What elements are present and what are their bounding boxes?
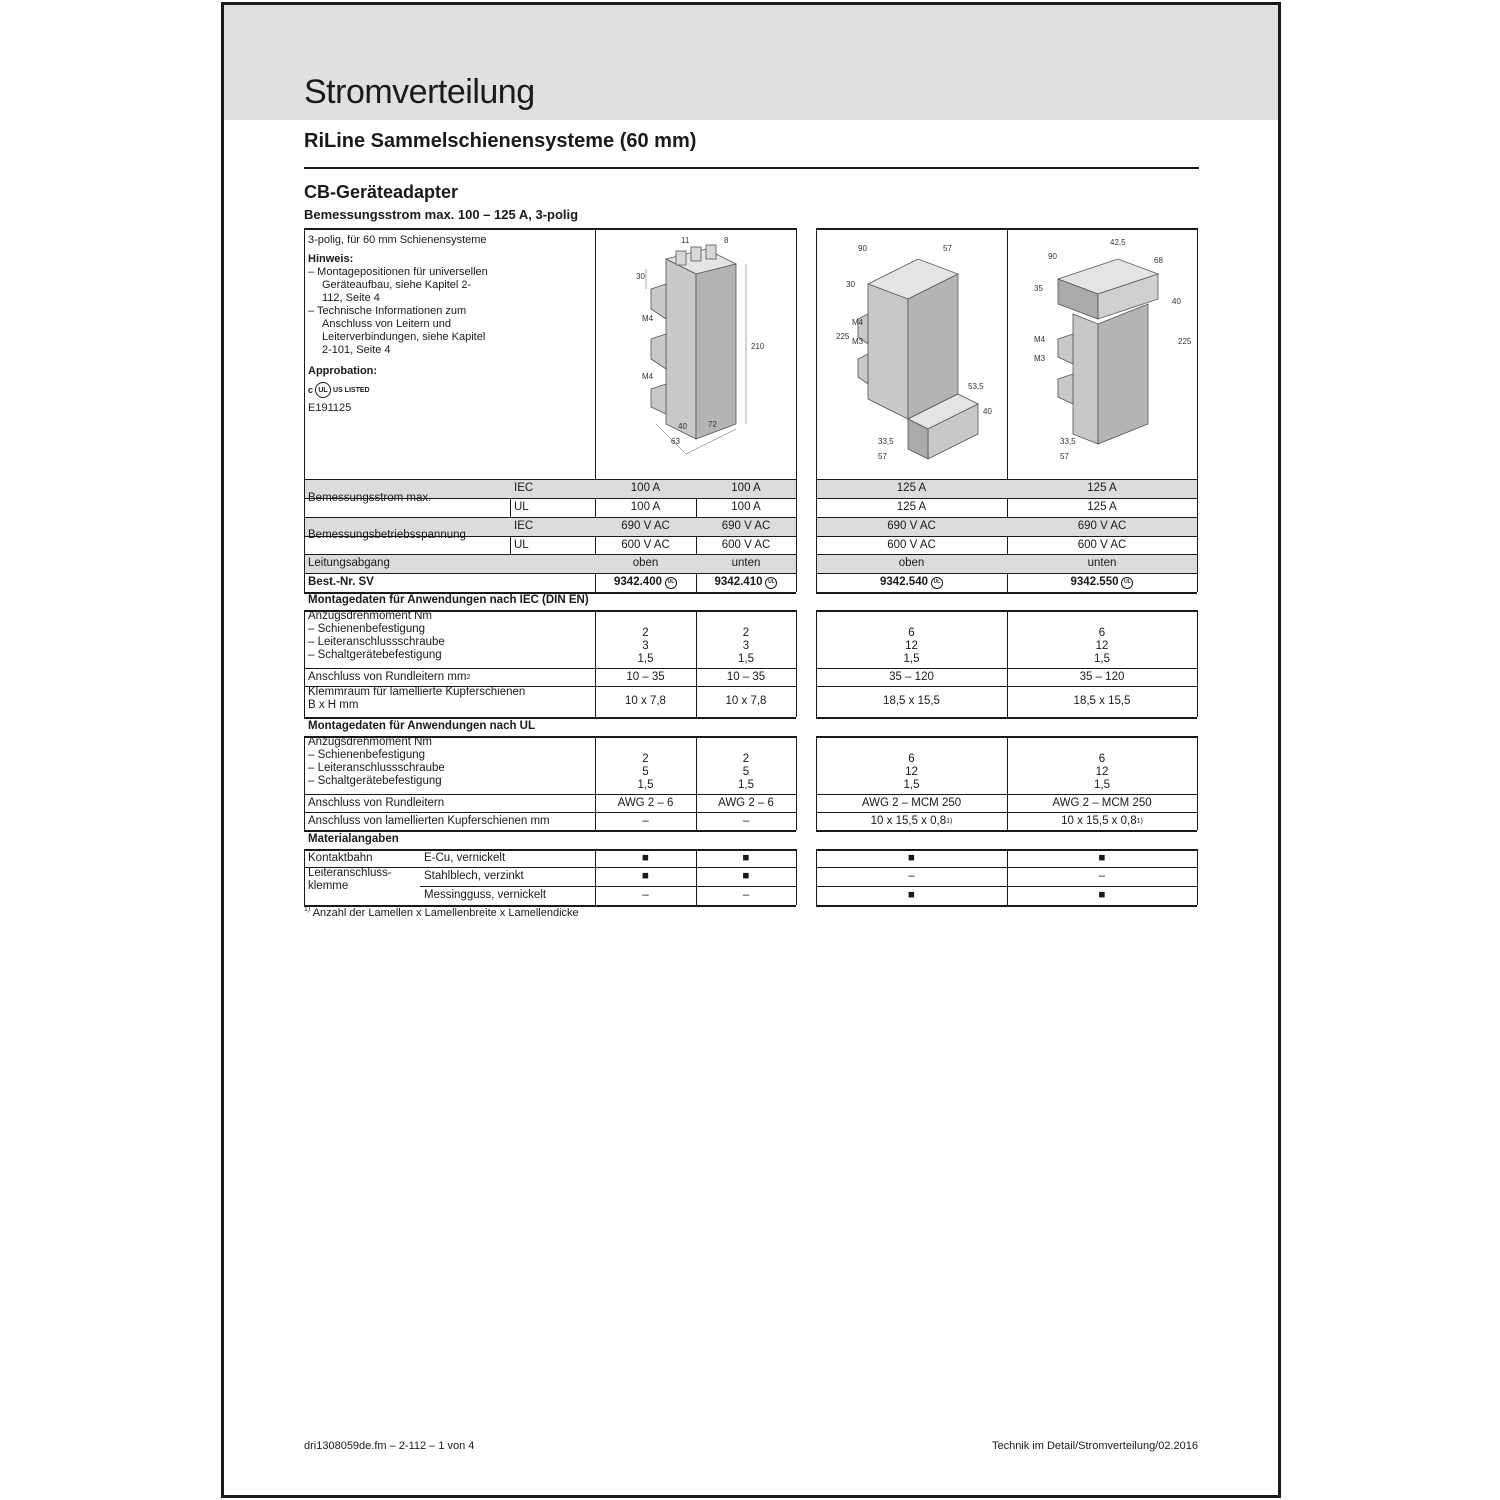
rund-label-text: Anschluss von Rundleitern mm	[308, 670, 467, 683]
table-rule	[796, 849, 797, 905]
thread-label: M4	[1034, 335, 1046, 344]
hinweis-item: – Technische Informationen zum Anschluss von Leitern und Leiterverbindungen, siehe Kapitel 2-101, Seite 4	[308, 305, 486, 356]
article-number	[1007, 573, 1197, 592]
drawing-adapter-100a	[596, 229, 794, 479]
ul-label: UL	[514, 538, 529, 551]
header-rule	[304, 167, 1199, 169]
ul-listed-text: US LISTED	[333, 386, 370, 394]
rating-value: 125 A	[896, 482, 927, 494]
rating-value: 600 V AC	[621, 538, 670, 551]
torque-value: 1,5	[738, 778, 754, 791]
klemme-label-line: klemme	[308, 880, 349, 892]
article-number-text: 9342.540	[880, 576, 928, 588]
rating-value: 600 V AC	[1077, 538, 1127, 551]
ul-file-number: E191125	[308, 402, 352, 414]
drawing-adapter-125a-oben	[818, 229, 1004, 479]
ul-label: UL	[514, 501, 529, 513]
table-rule	[816, 717, 1197, 719]
dim-label: 210	[751, 342, 765, 351]
klemm-value: 18,5 x 15,5	[883, 695, 940, 707]
klemme-label-block	[304, 867, 420, 905]
table-rule	[796, 228, 797, 592]
footer-right: Technik im Detail/Stromverteilung/02.2016	[991, 1440, 1198, 1452]
torque-label-line: – Schienenbefestigung	[308, 623, 426, 635]
lam-value-text: 10 x 15,5 x 0,8	[870, 814, 947, 827]
article-number	[816, 573, 1007, 592]
dim-label: 40	[678, 422, 687, 431]
ul-mark-icon: UL	[1121, 577, 1133, 589]
klemme-label-line: Leiteranschluss-	[308, 867, 392, 879]
spannung-label: Bemessungsbetriebsspannung	[308, 529, 466, 541]
torque-value: 2	[642, 752, 649, 765]
table-rule	[304, 830, 796, 832]
dim-label: 57	[1060, 452, 1069, 461]
lam-value-text: 10 x 15,5 x 0,8	[1061, 814, 1137, 827]
rating-value: oben	[632, 557, 659, 569]
thread-label: M3	[852, 337, 864, 346]
thread-label: M4	[852, 318, 864, 327]
material-mark: ■	[1098, 851, 1106, 864]
torque-value: 1,5	[1094, 652, 1110, 665]
dim-label: 40	[983, 407, 992, 416]
thread-label: M3	[1034, 354, 1046, 363]
ul-mark-text: UL	[318, 386, 328, 394]
rating-value: 100 A	[630, 482, 661, 494]
footnote-text: Anzahl der Lamellen x Lamellenbreite x Lamellendicke	[312, 907, 579, 919]
page-title: Stromverteilung	[304, 73, 535, 111]
material-mark: ■	[908, 851, 915, 864]
torque-values	[595, 736, 696, 794]
lam-value-sup: 1)	[1136, 817, 1143, 825]
rund-label: Anschluss von Rundleitern	[308, 796, 445, 809]
thread-label: M4	[642, 372, 654, 381]
torque-value: 5	[742, 765, 750, 778]
klemm-value: 18,5 x 15,5	[1073, 695, 1131, 707]
table-rule	[1197, 736, 1198, 830]
torque-label-line: Anzugsdrehmoment Nm	[308, 610, 432, 622]
dim-label: 35	[1034, 284, 1043, 293]
torque-value: 6	[1098, 752, 1106, 765]
kontakt-label: Kontaktbahn	[308, 851, 373, 864]
rund-value: 10 – 35	[626, 670, 665, 683]
torque-values	[696, 736, 796, 794]
material-mark: ■	[908, 889, 915, 901]
torque-values	[595, 610, 696, 668]
material-mark: ■	[742, 870, 750, 882]
lam-value	[696, 812, 796, 830]
ul-mark-icon: UL	[665, 577, 677, 589]
torque-label-block	[304, 610, 595, 668]
dim-label: 33,5	[1060, 437, 1076, 446]
stahl-material: Stahlblech, verzinkt	[424, 870, 524, 882]
dim-label: 72	[708, 420, 717, 429]
klemm-label-line: Klemmraum für lamellierte Kupferschienen	[308, 686, 526, 698]
rund-value: AWG 2 – 6	[718, 796, 774, 809]
dim-label: 90	[1048, 252, 1057, 261]
torque-value: 12	[1095, 765, 1109, 778]
rating-value: 690 V AC	[721, 520, 771, 532]
torque-values	[816, 610, 1007, 668]
material-mark: –	[908, 870, 915, 882]
table-rule	[816, 830, 1197, 832]
torque-value: 1,5	[637, 652, 654, 665]
torque-value: 6	[908, 752, 915, 765]
ul-listed-logo	[308, 382, 488, 398]
rating-value: unten	[1087, 557, 1117, 569]
dim-label: 30	[636, 272, 645, 281]
table-rule	[1197, 849, 1198, 905]
article-number	[595, 573, 696, 592]
rating-value: 100 A	[731, 501, 761, 513]
torque-value: 6	[908, 626, 915, 639]
torque-values	[1007, 736, 1197, 794]
rating-value: 125 A	[1087, 482, 1117, 494]
messing-material: Messingguss, vernickelt	[424, 889, 547, 901]
kontakt-material: E-Cu, vernickelt	[424, 851, 506, 864]
torque-value: 1,5	[903, 778, 920, 791]
dim-label: 53,5	[968, 382, 984, 391]
torque-values	[696, 610, 796, 668]
klemm-value: 10 x 7,8	[725, 695, 767, 707]
table-rule	[1197, 228, 1198, 592]
hinweis-label: Hinweis:	[308, 253, 354, 265]
material-mark: –	[742, 889, 750, 901]
torque-label-line: – Schaltgerätebefestigung	[308, 775, 442, 787]
dim-label: 40	[1172, 297, 1181, 306]
rating-value: 690 V AC	[887, 520, 936, 532]
material-mark: ■	[1098, 889, 1106, 901]
dim-label: 63	[671, 437, 680, 446]
dim-label: 57	[943, 244, 952, 253]
leitungsabgang-label: Leitungsabgang	[308, 557, 390, 569]
intro-text	[308, 234, 488, 415]
rund-value: 35 – 120	[889, 670, 934, 683]
material-mark: –	[1098, 870, 1106, 882]
rund-value: 35 – 120	[1079, 670, 1125, 683]
lam-value	[816, 812, 1007, 830]
lam-value-text: –	[742, 814, 750, 827]
torque-values	[816, 736, 1007, 794]
footnote-marker: 1)	[304, 906, 311, 913]
rating-value: 690 V AC	[1077, 520, 1127, 532]
article-number-text: 9342.410	[714, 576, 763, 588]
intro-line: 3-polig, für 60 mm Schienensysteme	[308, 234, 487, 246]
torque-label-line: – Leiteranschlussschraube	[308, 762, 445, 774]
thread-label: M4	[642, 314, 654, 323]
dim-label: 11	[681, 236, 690, 245]
lam-value	[595, 812, 696, 830]
torque-value: 12	[905, 765, 918, 778]
torque-label-line: Anzugsdrehmoment Nm	[308, 736, 432, 748]
article-number-text: 9342.400	[614, 576, 662, 588]
ul-mark-icon: UL	[765, 577, 777, 589]
torque-value: 1,5	[637, 778, 654, 791]
table-rule	[304, 717, 796, 719]
dim-label: 90	[858, 244, 867, 253]
material-mark: ■	[742, 851, 750, 864]
rating-value: 125 A	[896, 501, 927, 513]
rund-value: AWG 2 – 6	[617, 796, 674, 809]
rating-value: 600 V AC	[721, 538, 771, 551]
klemm-label-block	[304, 686, 595, 717]
torque-value: 3	[642, 639, 649, 652]
material-mark: –	[642, 889, 649, 901]
ul-c-mark: c	[308, 384, 314, 395]
footer-left: dri1308059de.fm – 2-112 – 1 von 4	[304, 1440, 475, 1452]
torque-value: 2	[742, 626, 750, 639]
iec-section-title: Montagedaten für Anwendungen nach IEC (DIN EN)	[308, 594, 589, 606]
rund-label-sup: 2	[466, 673, 471, 681]
material-mark: ■	[642, 870, 649, 882]
iec-label: IEC	[514, 482, 534, 494]
klemm-value: 10 x 7,8	[625, 695, 666, 707]
hinweis-item: – Montagepositionen für universellen Geräteaufbau, siehe Kapitel 2-112, Seite 4	[308, 266, 488, 304]
table-rule	[816, 905, 1197, 907]
section-title: CB-Geräteadapter	[304, 182, 459, 202]
torque-value: 1,5	[738, 652, 754, 665]
rund-value: AWG 2 – MCM 250	[1052, 796, 1152, 809]
strom-label: Bemessungsstrom max.	[308, 491, 432, 504]
torque-label-line: – Schienenbefestigung	[308, 749, 426, 761]
rating-value: 600 V AC	[887, 538, 936, 551]
lam-value	[1007, 812, 1197, 830]
approbation-label: Approbation:	[308, 365, 378, 377]
rating-value: unten	[731, 557, 761, 569]
dim-label: 8	[724, 236, 729, 245]
torque-value: 6	[1098, 626, 1106, 639]
dim-label: 42,5	[1110, 238, 1126, 247]
torque-value: 1,5	[903, 652, 920, 665]
rating-value: 100 A	[630, 501, 661, 513]
page-subtitle: RiLine Sammelschienensysteme (60 mm)	[304, 130, 697, 152]
dim-label: 33,5	[878, 437, 894, 446]
ul-section-title: Montagedaten für Anwendungen nach UL	[308, 720, 536, 732]
rund-value: 10 – 35	[726, 670, 766, 683]
footnote	[304, 906, 579, 919]
table-rule	[816, 592, 1197, 594]
bestnr-label: Best.-Nr. SV	[308, 576, 374, 588]
material-mark: ■	[642, 851, 649, 864]
ul-mark-icon: UL	[931, 577, 943, 589]
rating-value: oben	[898, 557, 925, 569]
rating-value: 100 A	[731, 482, 761, 494]
article-number	[696, 573, 796, 592]
rating-value: 125 A	[1087, 501, 1117, 513]
section-subtitle: Bemessungsstrom max. 100 – 125 A, 3-polig	[304, 207, 579, 222]
dim-label: 225	[836, 332, 850, 341]
table-rule	[796, 610, 797, 717]
ul-mark-icon	[315, 382, 331, 398]
lam-label: Anschluss von lamellierten Kupferschienen mm	[308, 814, 550, 827]
lam-value-sup: 1)	[946, 817, 953, 825]
dim-label: 57	[878, 452, 887, 461]
torque-value: 12	[905, 639, 918, 652]
lam-value-text: –	[642, 814, 649, 827]
torque-value: 5	[642, 765, 649, 778]
hinweis-list	[308, 266, 488, 357]
drawing-adapter-125a-unten	[1008, 229, 1196, 479]
rating-value: 690 V AC	[621, 520, 670, 532]
torque-label-block	[304, 736, 595, 794]
table-rule	[796, 736, 797, 830]
torque-value: 1,5	[1094, 778, 1110, 791]
dim-label: 30	[846, 280, 855, 289]
torque-value: 2	[642, 626, 649, 639]
torque-value: 2	[742, 752, 750, 765]
dim-label: 68	[1154, 256, 1163, 265]
dim-label: 225	[1178, 337, 1192, 346]
torque-label-line: – Schaltgerätebefestigung	[308, 649, 442, 661]
torque-values	[1007, 610, 1197, 668]
rund-value: AWG 2 – MCM 250	[861, 796, 962, 809]
torque-value: 12	[1095, 639, 1109, 652]
rund-label	[304, 668, 595, 686]
table-rule	[1197, 610, 1198, 717]
torque-value: 3	[742, 639, 750, 652]
iec-label: IEC	[514, 520, 534, 532]
article-number-text: 9342.550	[1070, 576, 1119, 588]
klemm-label-line: B x H mm	[308, 699, 359, 711]
torque-label-line: – Leiteranschlussschraube	[308, 636, 445, 648]
material-section-title: Materialangaben	[308, 833, 399, 845]
